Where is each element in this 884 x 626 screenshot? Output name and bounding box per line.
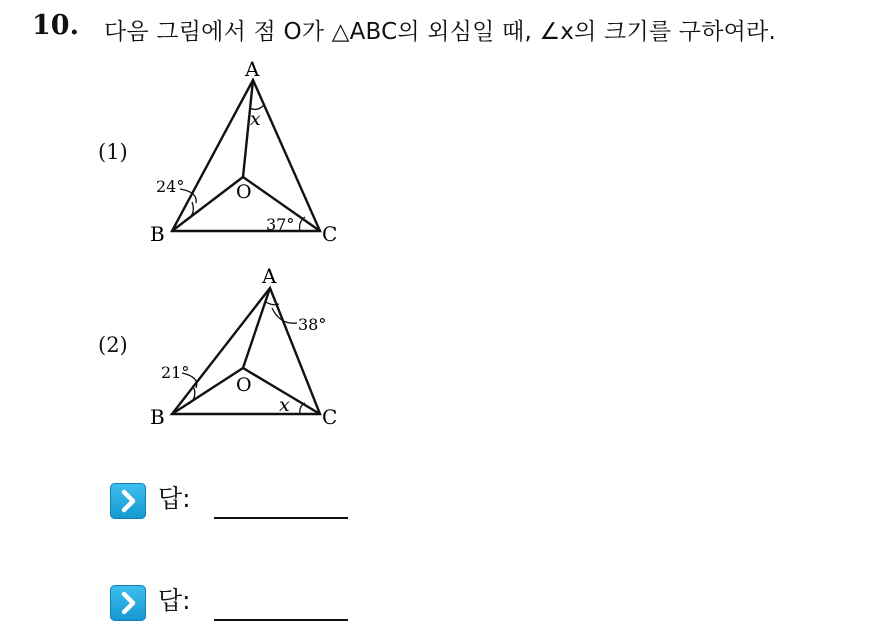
- angle-b-label-1: 24°: [156, 177, 185, 196]
- vertex-c-label-2: C: [322, 405, 338, 429]
- angle-b-label-2: 21°: [161, 363, 190, 382]
- problem-2-label: (2): [98, 333, 128, 357]
- vertex-b-label-2: B: [150, 405, 165, 429]
- answer-label: 답:: [158, 484, 191, 513]
- angle-x-label-1: x: [250, 108, 261, 130]
- chevron-right-icon: [110, 483, 146, 519]
- vertex-a-label-2: A: [262, 264, 277, 288]
- question-number: 10.: [32, 10, 79, 41]
- angle-pointer-a-2: [272, 308, 297, 323]
- angle-c-label-1: 37°: [266, 215, 295, 234]
- answer-blank-1[interactable]: [214, 517, 348, 519]
- angle-x-label-2: x: [279, 394, 290, 416]
- question-text: 다음 그림에서 점 O가 △ABC의 외심일 때, ∠x의 크기를 구하여라.: [104, 19, 776, 45]
- answer-blank-2[interactable]: [214, 619, 348, 621]
- chevron-right-icon: [110, 585, 146, 621]
- answer-label: 답:: [158, 586, 191, 615]
- vertex-a-label-1: A: [245, 57, 260, 81]
- vertex-c-label-1: C: [322, 222, 338, 246]
- problem-1-label: (1): [98, 140, 128, 164]
- angle-a-label-2: 38°: [298, 315, 327, 334]
- vertex-b-label-1: B: [150, 222, 165, 246]
- circumcenter-o-label-2: O: [236, 374, 252, 396]
- circumcenter-o-label-1: O: [236, 181, 252, 203]
- segment-oa-2: [243, 288, 270, 368]
